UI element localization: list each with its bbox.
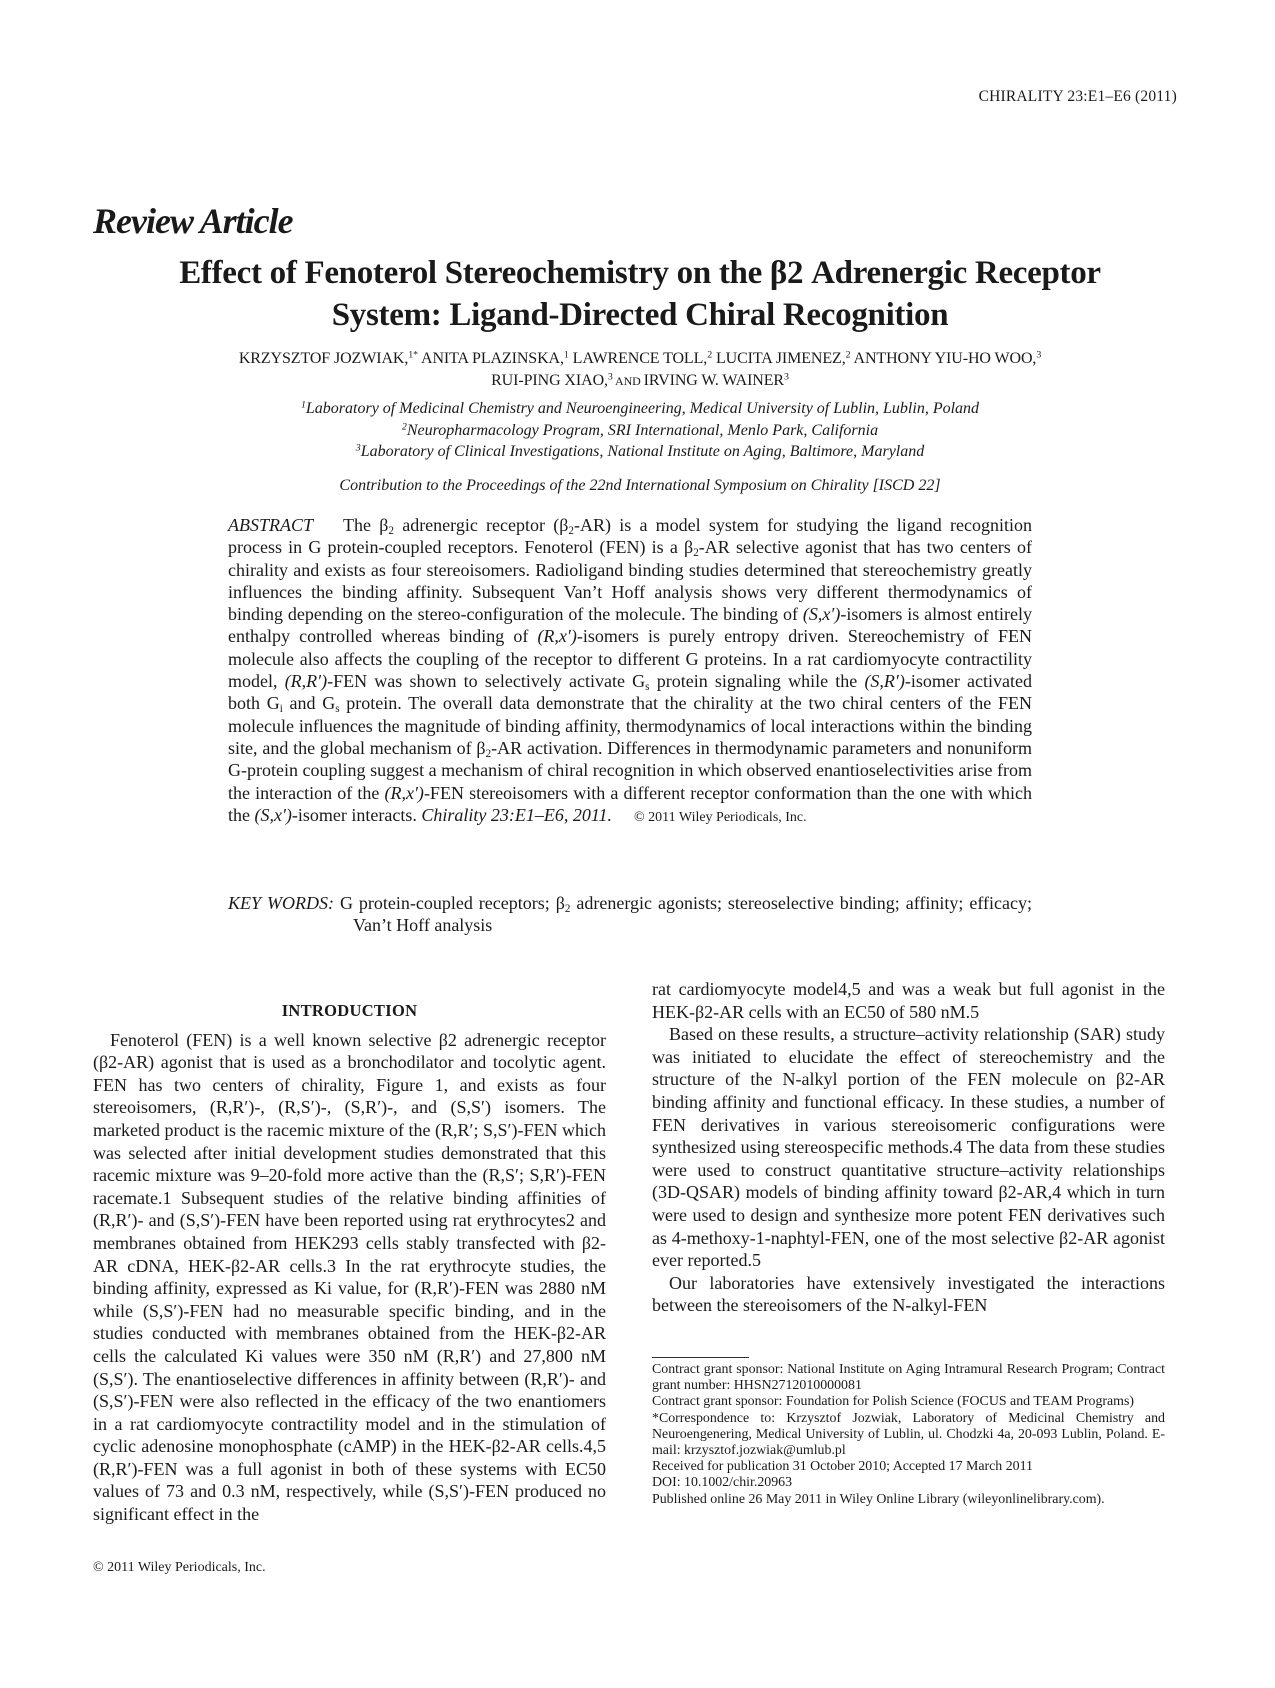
sub: 2 [568,524,574,537]
footer-copyright: © 2011 Wiley Periodicals, Inc. [93,1560,266,1575]
author-sup: 3 [1036,349,1042,361]
affil-text: Laboratory of Clinical Investigations, National Institute on Aging, Baltimore, Maryland [360,443,925,460]
affil-text: Neuropharmacology Program, SRI International, Menlo Park, California [406,421,879,439]
sub: i [279,703,283,716]
left-column [93,1000,606,1526]
title-line-2: System: Ligand-Directed Chiral Recognition [331,297,949,333]
title-line-1: Effect of Fenoterol Stereochemistry on the β2 Adrenergic Receptor [179,255,1101,291]
affiliations [80,398,1200,463]
intro-paragraph-3: Our laboratories have extensively investigated the interactions between the stereoisomers of the N-alkyl-FEN [652,1272,1165,1316]
contribution-note: Contribution to the Proceedings of the 22nd International Symposium on Chirality [ISCD 22] [339,477,941,494]
author-sup: 3 [784,371,789,383]
abstract-text: -FEN was shown to selectively activate G [327,671,646,692]
author: ANTHONY YIU-HO WOO, [850,350,1037,367]
affil-sup: 1 [300,399,306,411]
abstract-italic: (R,x′) [384,782,424,803]
author: RUI-PING XIAO, [491,372,608,389]
author: ANITA PLAZINSKA, [418,350,564,367]
author-list [80,348,1200,392]
affil-sup: 3 [355,442,361,454]
keywords-label: KEY WORDS: [228,893,334,913]
author-sup: 1 [563,349,569,361]
abstract-text: and G [282,693,336,714]
abstract-text: protein. The overall data demonstrate that the chirality at the two chiral centers of the FEN molecule influences the magnitude of binding affinity, thermodynamics of local interactions within the binding site, and the global mechanism of β [228,693,1032,758]
abstract-text: -AR) is a model system for studying the ligand recognition process in G protein-coupled receptors. Fenoterol (FEN) is a β [228,515,1032,558]
abstract-text: -FEN stereoisomers with a different receptor conformation than the one with which the [228,782,1032,825]
intro-paragraph-1-continued: rat cardiomyocyte model4,5 and was a weak but full agonist in the HEK-β2-AR cells with an EC50 of 580 nM.5 [652,979,1165,1022]
keywords-text: G protein-coupled receptors; β [339,893,565,913]
abstract-text: -isomers is purely entropy driven. Stereochemistry of FEN molecule also affects the coupling of the receptor to different G proteins. In a rat cardiomyocyte contractility model, [228,626,1032,692]
abstract-text: -isomers is almost entirely enthalpy controlled whereas binding of [228,604,1033,647]
keywords [228,892,1032,937]
author-sup: 1* [408,349,418,361]
abstract-text: The β [343,515,389,535]
abstract-italic: (S,x′) [802,604,841,625]
footnotes [652,1362,1165,1508]
author-line-1 [80,348,1200,370]
author: KRZYSZTOF JOZWIAK, [238,350,409,367]
footnote-divider [652,1357,749,1358]
author: LUCITA JIMENEZ, [712,350,846,367]
abstract-text: adrenergic receptor (β [393,515,569,535]
abstract-label: ABSTRACT [228,515,314,535]
author: LAWRENCE TOLL, [568,350,708,367]
sub: 2 [564,902,571,915]
author-and: AND [612,374,644,388]
author: IRVING W. WAINER [643,372,785,389]
footnote-doi: DOI: 10.1002/chir.20963 [652,1475,793,1491]
intro-paragraph-2: Based on these results, a structure–activity relationship (SAR) study was initiated to elucidate the effect of stereochemistry and the structure of the N-alkyl portion of the FEN molecule on β2-AR binding affinity and functional efficacy. In these studies, a number of FEN derivatives in various stereoisomeric configurations were synthesized using stereospecific methods.4 The data from these studies were used to construct quantitative structure–activity relationships (3D-QSAR) models of binding affinity toward β2-AR,4 which in turn were used to design and synthesize more potent FEN derivatives such as 4-methoxy-1-naphtyl-FEN, one of the most selective β2-AR agonist ever reported.5 [652,1024,1165,1271]
footnote-correspondence: *Correspondence to: Krzysztof Jozwiak, Laboratory of Medicinal Chemistry and Neuroengenering, Medical University of Lublin, ul. Chodzki 4a, 20-093 Lublin, Poland. E-mail: krzysztof.jozwiak@umlub.pl [652,1410,1165,1459]
abstract-italic: (S,x′) [254,804,292,825]
affiliation-2 [80,420,1200,442]
footnote-grant-1: Contract grant sponsor: National Institute on Aging Intramural Research Program; Contract grant number: HHSN2712010000081 [652,1362,1165,1394]
abstract-italic: (S,R′) [864,671,905,692]
author-sup: 3 [607,371,613,383]
keywords-text: adrenergic agonists; stereoselective binding; affinity; efficacy; Van’t Hoff analysis [353,893,1032,936]
affiliation-3 [80,441,1200,463]
abstract-italic: (R,R′) [284,671,328,692]
abstract [228,514,1032,829]
journal-reference: CHIRALITY 23:E1–E6 (2011) [978,88,1177,105]
sub: 2 [485,747,492,760]
article-title [80,252,1200,336]
sub: 2 [693,547,699,560]
sub: s [335,703,340,716]
right-column [652,978,1165,1317]
author-line-2 [80,370,1200,392]
section-heading-introduction: INTRODUCTION [281,1001,418,1020]
abstract-copyright: © 2011 Wiley Periodicals, Inc. [634,809,807,825]
article-type: Review Article [93,201,293,241]
abstract-text: -isomer interacts. [291,804,422,825]
affiliation-1 [80,398,1200,420]
sub: s [645,680,650,693]
author-sup: 2 [707,349,713,361]
footnote-published: Published online 26 May 2011 in Wiley Online Library (wileyonlinelibrary.com). [652,1491,1105,1507]
abstract-text: -AR activation. Differences in thermodynamic parameters and nonuniform G-protein coupling suggest a mechanism of chiral recognition in which observed enantioselectivities arise from the interaction of the [228,737,1032,803]
abstract-italic: (R,x′) [537,626,577,647]
affil-text: Laboratory of Medicinal Chemistry and Neuroengineering, Medical University of Lublin, Lublin, Poland [305,400,980,417]
abstract-text: -AR selective agonist that has two centers of chirality and exists as four stereoisomers. Radioligand binding studies determined that stereochemistry greatly influences the binding affinity. Subsequent Van’t Hoff analysis shows very different thermodynamics of binding depending on the stereo-configuration of the molecule. The binding of [228,537,1032,625]
abstract-text: -isomer activated both G [228,671,1032,714]
footnote-received: Received for publication 31 October 2010; Accepted 17 March 2011 [652,1459,1033,1475]
abstract-citation: Chirality 23:E1–E6, 2011. [421,804,613,825]
author-sup: 2 [845,349,851,361]
intro-paragraph-1: Fenoterol (FEN) is a well known selective β2 adrenergic receptor (β2-AR) agonist that is used as a bronchodilator and tocolytic agent. FEN has two centers of chirality, Figure 1, and exists as four stereoisomers, (R,R′)-, (R,S′)-, (S,R′)-, and (S,S′) isomers. The marketed product is the racemic mixture of the (R,R′; S,S′)-FEN which was selected after initial development studies demonstrated that this racemic mixture was 9–20-fold more active than the (R,S′; S,R′)-FEN racemate.1 Subsequent studies of the relative binding affinities of (R,R′)- and (S,S′)-FEN have been reported using rat erythrocytes2 and membranes obtained from HEK293 cells stably transfected with β2-AR cDNA, HEK-β2-AR cells.3 In the rat erythrocyte studies, the binding affinity, expressed as Ki value, for (R,R′)-FEN was 2880 nM while (S,S′)-FEN had no measurable specific binding, and in the studies conducted with membranes obtained from the HEK-β2-AR cells the calculated Ki values were 350 nM (R,R′) and 27,800 nM (S,S′). The enantioselective differences in affinity between (R,R′)- and (S,S′)-FEN were also reflected in the efficacy of the two enantiomers in a rat cardiomyocyte contractility model and in the stimulation of cyclic adenosine monophosphate (cAMP) in the HEK-β2-AR cells.4,5 (R,R′)-FEN was a full agonist in both of these systems with EC50 values of 73 and 0.3 nM, respectively, while (S,S′)-FEN produced no significant effect in the [93,1029,606,1525]
abstract-text: protein signaling while the [649,671,865,692]
sub: 2 [388,524,394,537]
footnote-grant-2: Contract grant sponsor: Foundation for Polish Science (FOCUS and TEAM Programs) [652,1394,1135,1410]
affil-sup: 2 [401,421,407,433]
